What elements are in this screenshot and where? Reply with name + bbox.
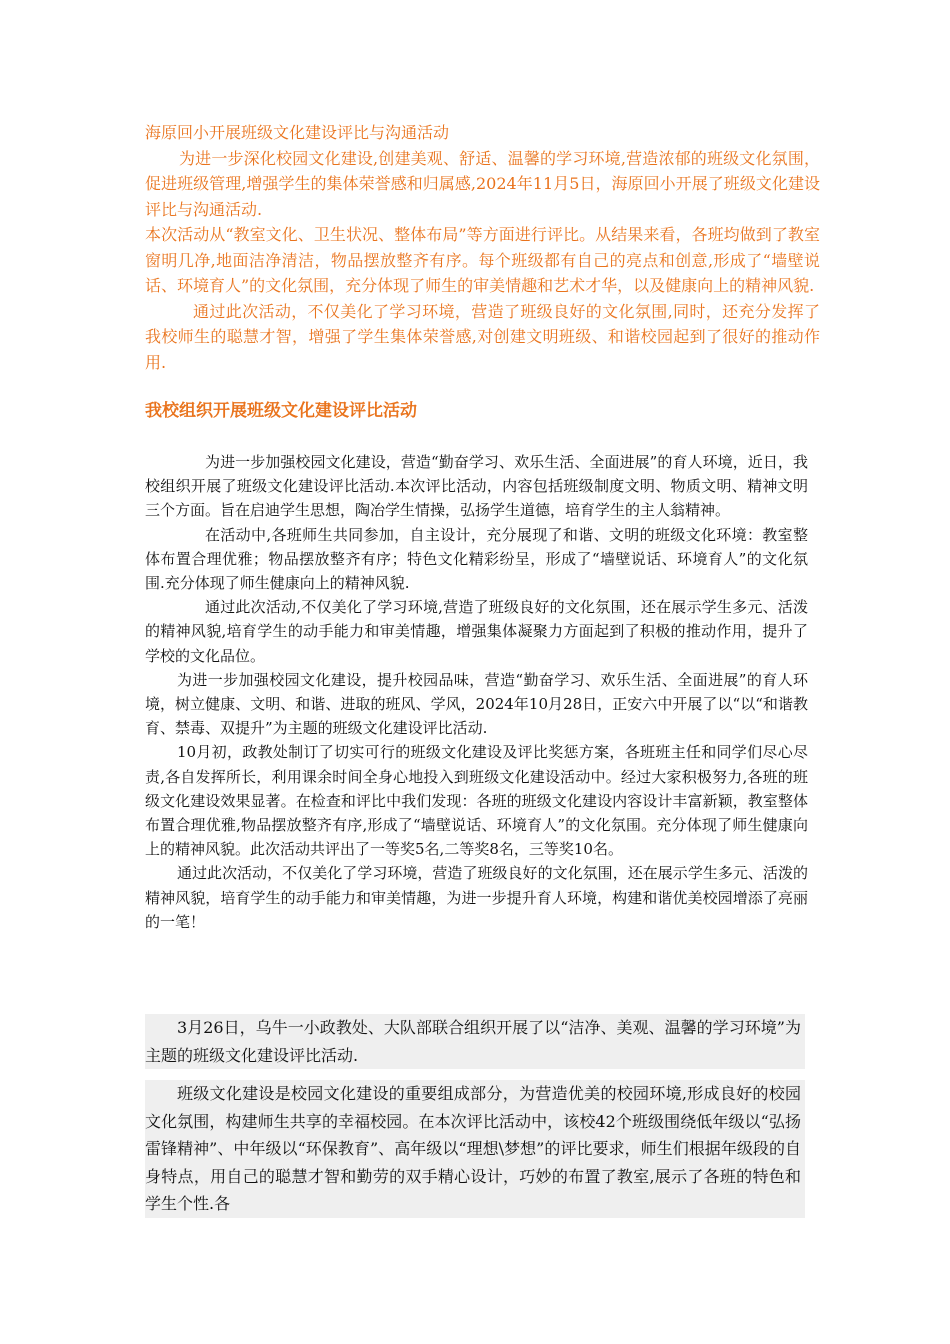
paragraph: 本次活动从“教室文化、卫生状况、整体布局”等方面进行评比。从结果来看，各班均做到了教室窗明几净,地面洁净清洁，物品摆放整齐有序。每个班级都有自己的亮点和创意,形成了“墙壁说话、环境育人”的文化氛围，充分体现了师生的审美情趣和艺术才华，以及健康向上的精神风貌. xyxy=(145,225,820,295)
paragraph: 为进一步加强校园文化建设，营造“勤奋学习、欢乐生活、全面进展”的育人环境，近日，我校组织开展了班级文化建设评比活动.本次评比活动，内容包括班级制度文明、物质文明、精神文明三个方面。旨在启迪学生思想，陶冶学生情操，弘扬学生道德，培育学生的主人翁精神。 xyxy=(145,453,808,520)
section-school-activity xyxy=(145,450,808,934)
divider xyxy=(0,1069,950,1080)
section-heading: 我校组织开展班级文化建设评比活动 xyxy=(145,401,417,421)
paragraph: 为进一步加强校园文化建设，提升校园品味，营造“勤奋学习、欢乐生活、全面进展”的育人环境，树立健康、文明、和谐、进取的班风、学风，2024年10月28日，正安六中开展了以“以“和谐教育、禁毒、双提升”为主题的班级文化建设评比活动. xyxy=(145,670,808,738)
section-haiyuan xyxy=(145,120,820,375)
highlighted-article xyxy=(145,1014,805,1218)
paragraph: 3月26日，乌牛一小政教处、大队部联合组织开展了以“洁净、美观、温馨的学习环境”为主题的班级文化建设评比活动. xyxy=(145,1018,801,1065)
paragraph: 通过此次活动，不仅美化了学习环境，营造了班级良好的文化氛围,同时，还充分发挥了我校师生的聪慧才智，增强了学生集体荣誉感,对创建文明班级、和谐校园起到了很好的推动作用. xyxy=(145,301,820,372)
paragraph: 10月初，政教处制订了切实可行的班级文化建设及评比奖惩方案，各班班主任和同学们尽心尽责,各自发挥所长，利用课余时间全身心地投入到班级文化建设活动中。经过大家积极努力,各班的班级文化建设效果显著。在检查和评比中我们发现：各班的班级文化建设内容设计丰富新颖，教室整体布置合理优雅,物品摆放整齐有序,形成了“墙壁说话、环境育人”的文化氛围。充分体现了师生健康向上的精神风貌。此次活动共评出了一等奖5名,二等奖8名，三等奖10名。 xyxy=(145,743,808,859)
section-title: 海原回小开展班级文化建设评比与沟通活动 xyxy=(145,123,450,142)
paragraph: 在活动中,各班师生共同参加，自主设计，充分展现了和谐、文明的班级文化环境：教室整体布置合理优雅；物品摆放整齐有序；特色文化精彩纷呈，形成了“墙壁说话、环境育人”的文化氛围.充分体现了师生健康向上的精神风貌. xyxy=(145,525,808,593)
paragraph: 通过此次活动，不仅美化了学习环境，营造了班级良好的文化氛围，还在展示学生多元、活泼的精神风貌，培育学生的动手能力和审美情趣，为进一步提升育人环境，构建和谐优美校园增添了亮丽的一笔！ xyxy=(145,864,808,931)
paragraph: 为进一步深化校园文化建设,创建美观、舒适、温馨的学习环境,营造浓郁的班级文化氛围，促进班级管理,增强学生的集体荣誉感和归属感,2024年11月5日，海原回小开展了班级文化建设评比与沟通活动. xyxy=(145,148,820,219)
paragraph: 通过此次活动,不仅美化了学习环境,营造了班级良好的文化氛围，还在展示学生多元、活泼的精神风貌,培育学生的动手能力和审美情趣，增强集体凝聚力方面起到了积极的推动作用，提升了学校的文化品位。 xyxy=(145,598,808,665)
paragraph: 班级文化建设是校园文化建设的重要组成部分，为营造优美的校园环境,形成良好的校园文化氛围，构建师生共享的幸福校园。在本次评比活动中，该校42个班级围绕低年级以“弘扬雷锋精神”、中年级以“环保教育”、高年级以“理想\梦想”的评比要求，师生们根据年级段的自身特点，用自己的聪慧才智和勤劳的双手精心设计，巧妙的布置了教室,展示了各班的特色和学生个性.各 xyxy=(145,1084,801,1213)
